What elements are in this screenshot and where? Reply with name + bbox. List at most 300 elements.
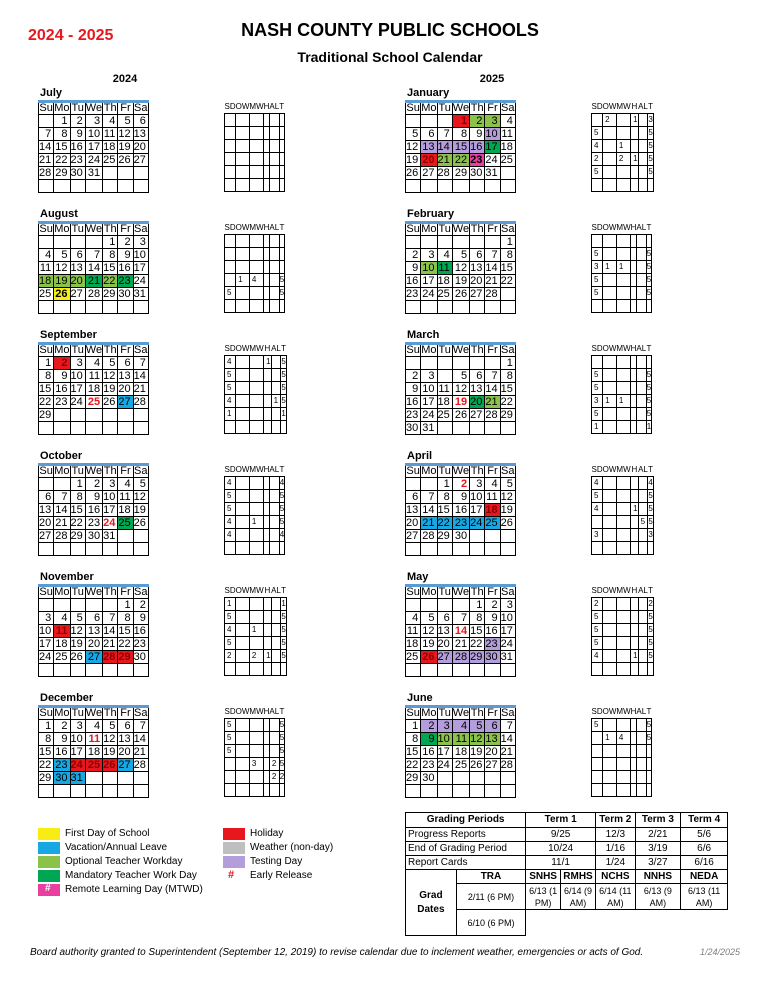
school-name: NCHS <box>596 870 636 884</box>
week-row <box>39 733 149 746</box>
day-cell: 15 <box>118 625 133 638</box>
day-cell: 27 <box>70 288 85 301</box>
count-cell <box>271 623 281 636</box>
week-row <box>406 409 516 422</box>
legend-label: Mandatory Teacher Work Day <box>65 870 197 881</box>
month-name: April <box>407 450 433 462</box>
hash-symbol: # <box>228 869 235 881</box>
count-cell <box>638 476 648 489</box>
count-row <box>225 744 285 757</box>
count-cell: 5 <box>648 612 653 621</box>
count-header: H <box>631 585 638 595</box>
swatch-first-day <box>38 828 60 840</box>
grad-date-extra: 6/10 (6 PM) <box>456 910 525 936</box>
count-cell <box>236 783 250 796</box>
count-cell: 4 <box>592 649 603 662</box>
day-cell: 22 <box>470 638 485 651</box>
day-cell: 20 <box>133 141 148 154</box>
day-cell <box>406 543 421 556</box>
count-cell <box>592 178 603 191</box>
day-cell <box>118 180 133 193</box>
count-cell <box>249 247 263 260</box>
count-cell: 5 <box>638 515 648 528</box>
day-cell <box>118 772 133 785</box>
count-cell <box>269 260 279 273</box>
day-cell: 25 <box>118 517 133 530</box>
day-cell: 28 <box>85 288 102 301</box>
weekday-header: Th <box>470 102 484 114</box>
day-cell: 30 <box>470 167 485 180</box>
legend-label: Remote Learning Day (MTWD) <box>65 884 203 895</box>
day-cell: 6 <box>485 720 500 733</box>
day-cell: 4 <box>85 357 102 370</box>
count-cell <box>616 636 630 649</box>
count-cell <box>616 178 630 191</box>
count-cell: 1 <box>631 113 638 126</box>
weekday-header: Fr <box>485 586 500 599</box>
week-row <box>406 543 516 556</box>
count-cell: 4 <box>648 478 653 487</box>
count-header: MW <box>249 585 264 595</box>
week-row <box>406 772 516 785</box>
day-cell <box>485 785 500 798</box>
count-row <box>225 113 285 126</box>
count-cell: 5 <box>279 733 285 742</box>
day-cell: 13 <box>437 625 452 638</box>
day-cell: 13 <box>406 504 421 517</box>
count-row <box>225 597 287 610</box>
day-cell: 20 <box>118 383 133 396</box>
day-cell: 24 <box>103 517 118 530</box>
day-cell <box>437 357 452 370</box>
day-cell: 15 <box>437 504 452 517</box>
day-cell: 12 <box>133 491 148 504</box>
count-cell: 5 <box>592 368 603 381</box>
count-cell <box>603 299 617 312</box>
count-row <box>592 394 652 407</box>
day-cell: 26 <box>500 517 515 530</box>
count-cell <box>236 502 250 515</box>
count-row <box>225 783 285 796</box>
weekday-header: Th <box>103 707 117 719</box>
count-cell <box>249 126 263 139</box>
count-cell <box>225 178 236 191</box>
count-cell: 2 <box>279 772 285 781</box>
week-row <box>406 180 516 193</box>
day-cell: 12 <box>103 733 118 746</box>
count-row <box>225 649 287 662</box>
day-cell: 15 <box>54 141 70 154</box>
swatch-optional <box>38 856 60 868</box>
count-cell <box>636 731 646 744</box>
day-cell <box>70 301 85 314</box>
count-row <box>225 515 285 528</box>
count-cell <box>236 260 250 273</box>
count-cell <box>249 394 263 407</box>
count-header: H <box>263 222 270 232</box>
count-cell <box>279 152 284 165</box>
count-row <box>225 718 285 731</box>
count-cell <box>271 636 281 649</box>
weekday-header: Sa <box>133 102 148 114</box>
week-row <box>39 664 149 677</box>
count-header: AL <box>271 343 281 353</box>
day-cell: 21 <box>85 275 102 288</box>
term-header: Term 3 <box>635 813 680 828</box>
count-cell: 5 <box>648 167 653 176</box>
count-cell <box>249 610 263 623</box>
day-cell: 17 <box>437 746 452 759</box>
day-cell <box>437 236 452 249</box>
day-cell: 16 <box>54 746 70 759</box>
count-cell: 4 <box>279 478 285 487</box>
day-cell <box>39 664 54 677</box>
day-cell: 9 <box>70 128 85 141</box>
count-cell <box>616 407 630 420</box>
count-cell <box>236 139 250 152</box>
day-cell: 5 <box>70 612 85 625</box>
day-cell <box>485 180 500 193</box>
day-cell: 7 <box>54 491 70 504</box>
weekday-header: Mo <box>54 102 70 114</box>
week-row <box>39 478 149 491</box>
count-header: OW <box>602 222 617 232</box>
count-header: SD <box>591 464 603 474</box>
weekday-header: Sa <box>133 223 148 235</box>
count-cell <box>646 757 651 770</box>
day-cell: 3 <box>70 720 85 733</box>
day-cell: 5 <box>103 357 118 370</box>
day-cell: 20 <box>470 396 485 409</box>
day-cell: 14 <box>485 383 500 396</box>
weekday-header: Tu <box>71 102 84 114</box>
count-cell: 1 <box>616 139 630 152</box>
count-cell <box>236 528 250 541</box>
day-cell: 28 <box>133 759 148 772</box>
count-row <box>592 476 654 489</box>
day-cell: 14 <box>437 141 452 154</box>
count-cell <box>638 597 648 610</box>
day-cell: 16 <box>470 141 485 154</box>
day-cell: 8 <box>406 733 421 746</box>
count-cell <box>616 541 630 554</box>
day-cell <box>85 664 102 677</box>
count-row <box>592 610 654 623</box>
day-cell: 11 <box>437 383 452 396</box>
day-cell <box>85 236 102 249</box>
weekday-header: Fr <box>118 102 133 115</box>
count-header: H <box>263 101 270 111</box>
day-cell: 3 <box>421 370 437 383</box>
month-days-grid <box>38 463 149 556</box>
week-row <box>406 478 516 491</box>
day-cell: 23 <box>70 154 85 167</box>
count-cell <box>236 770 250 783</box>
day-cell: 24 <box>39 651 54 664</box>
grad-dates-label: Grad Dates <box>406 870 457 936</box>
weekday-header: Sa <box>133 707 148 719</box>
day-cell <box>485 236 500 249</box>
day-cell: 29 <box>406 772 421 785</box>
day-cell: 19 <box>470 746 485 759</box>
day-cell: 17 <box>39 638 54 651</box>
day-cell <box>485 543 500 556</box>
count-cell <box>264 597 271 610</box>
count-cell <box>249 476 263 489</box>
grading-periods-table <box>405 812 768 936</box>
day-cell: 10 <box>103 491 118 504</box>
count-cell <box>603 649 617 662</box>
count-row <box>225 757 285 770</box>
day-cell: 25 <box>85 396 102 409</box>
day-cell: 19 <box>421 638 437 651</box>
day-cell <box>133 167 148 180</box>
weekday-header: Sa <box>500 102 515 114</box>
day-cell <box>437 664 452 677</box>
count-header: SD <box>591 343 603 353</box>
day-cell: 28 <box>39 167 54 180</box>
week-row <box>406 664 516 677</box>
count-cell <box>603 623 617 636</box>
day-cell: 14 <box>85 262 102 275</box>
count-cell <box>638 178 648 191</box>
day-cell: 23 <box>133 638 148 651</box>
count-cell <box>603 662 617 675</box>
count-cell: 4 <box>225 394 236 407</box>
weekday-header: Fr <box>118 344 133 357</box>
day-cell: 21 <box>421 517 437 530</box>
day-cell: 15 <box>39 746 54 759</box>
day-cell <box>406 180 421 193</box>
day-cell: 1 <box>500 357 515 370</box>
count-row <box>225 126 285 139</box>
weekday-header: Sa <box>500 223 515 235</box>
day-cell: 24 <box>421 288 437 301</box>
count-cell <box>249 770 263 783</box>
count-cell <box>646 299 651 312</box>
count-cell <box>616 165 630 178</box>
count-cell: 1 <box>631 152 638 165</box>
term-header: Term 2 <box>596 813 636 828</box>
day-cell: 12 <box>70 625 85 638</box>
day-cell: 2 <box>485 599 500 612</box>
count-cell <box>225 247 236 260</box>
count-cell <box>636 783 646 796</box>
day-cell: 21 <box>500 746 515 759</box>
day-cell <box>118 409 133 422</box>
page-subtitle: Traditional School Calendar <box>297 49 483 65</box>
day-cell <box>470 301 485 314</box>
count-cell <box>603 420 617 433</box>
count-cell: 5 <box>225 744 236 757</box>
count-cell <box>616 623 630 636</box>
day-cell: 25 <box>85 759 102 772</box>
day-cell: 11 <box>85 370 102 383</box>
count-cell <box>631 662 638 675</box>
day-cell <box>421 236 437 249</box>
count-cell: 4 <box>616 731 630 744</box>
day-cell: 13 <box>70 262 85 275</box>
count-cell <box>279 139 284 152</box>
count-cell <box>616 368 630 381</box>
count-cell: 4 <box>592 476 603 489</box>
week-row <box>39 357 149 370</box>
count-row <box>225 273 285 286</box>
weekday-header: Fr <box>485 102 500 115</box>
count-cell <box>269 299 279 312</box>
day-cell: 3 <box>85 115 102 128</box>
count-cell <box>269 744 279 757</box>
count-row <box>225 299 285 312</box>
cell: 3/19 <box>635 842 680 856</box>
count-cell <box>631 476 638 489</box>
count-row <box>592 649 654 662</box>
count-cell: 4 <box>225 528 236 541</box>
count-cell <box>249 783 263 796</box>
day-cell: 13 <box>118 370 133 383</box>
day-cell: 10 <box>421 262 437 275</box>
count-cell <box>236 731 250 744</box>
count-cell <box>269 273 279 286</box>
count-cell <box>636 420 646 433</box>
day-cell: 6 <box>421 128 437 141</box>
count-cell: 5 <box>225 489 236 502</box>
day-cell: 23 <box>118 275 133 288</box>
count-cell <box>249 355 263 368</box>
day-cell: 14 <box>39 141 54 154</box>
day-cell: 1 <box>103 236 118 249</box>
count-cell: 1 <box>249 515 263 528</box>
count-cell <box>592 113 603 126</box>
day-cell <box>133 180 148 193</box>
count-cell: 5 <box>592 623 603 636</box>
day-cell: 31 <box>70 772 85 785</box>
day-cell: 22 <box>39 396 54 409</box>
day-counts-grid <box>591 463 654 555</box>
day-cell: 30 <box>54 772 70 785</box>
day-cell: 30 <box>70 167 85 180</box>
count-header: AL <box>636 706 647 716</box>
count-cell <box>603 273 617 286</box>
day-cell: 27 <box>39 530 54 543</box>
count-header: H <box>631 101 638 111</box>
count-header: H <box>263 706 270 716</box>
count-cell <box>638 126 648 139</box>
day-cell: 6 <box>470 370 485 383</box>
day-cell: 5 <box>133 478 148 491</box>
month-days-grid <box>38 584 149 677</box>
week-row <box>406 517 516 530</box>
weekday-header: Fr <box>118 465 133 478</box>
day-cell <box>421 785 437 798</box>
swatch-testing <box>223 856 245 868</box>
count-row <box>592 623 654 636</box>
count-cell: 1 <box>603 394 617 407</box>
count-cell <box>636 407 646 420</box>
day-cell <box>133 422 148 435</box>
count-cell <box>638 489 648 502</box>
weekday-header: We <box>452 707 470 719</box>
count-cell <box>236 610 250 623</box>
count-cell <box>249 368 263 381</box>
day-cell <box>133 543 148 556</box>
count-cell <box>271 610 281 623</box>
month-days-grid <box>405 705 516 798</box>
month-name: March <box>407 329 440 341</box>
day-cell <box>39 301 54 314</box>
day-cell: 29 <box>452 167 469 180</box>
count-cell <box>638 152 648 165</box>
weekday-header: Mo <box>54 465 70 477</box>
day-cell: 22 <box>118 638 133 651</box>
count-cell: 5 <box>648 128 653 137</box>
count-row <box>225 420 287 433</box>
weekday-header: We <box>85 465 103 477</box>
count-cell <box>269 286 279 299</box>
day-cell <box>39 785 54 798</box>
day-cell: 30 <box>118 288 133 301</box>
count-row <box>225 407 287 420</box>
weekday-header: Fr <box>485 707 500 720</box>
day-cell: 30 <box>85 530 102 543</box>
weekday-header: Sa <box>133 344 148 356</box>
count-cell: 4 <box>592 502 603 515</box>
count-cell <box>236 597 250 610</box>
weekday-header: We <box>85 223 103 235</box>
day-cell <box>54 409 70 422</box>
count-cell: 2 <box>592 597 603 610</box>
day-cell: 3 <box>437 720 452 733</box>
day-cell: 26 <box>406 167 421 180</box>
day-cell: 9 <box>118 249 133 262</box>
count-cell <box>236 649 250 662</box>
day-cell: 4 <box>118 478 133 491</box>
weekday-header: Sa <box>133 465 148 477</box>
count-header: OW <box>235 706 250 716</box>
day-cell: 21 <box>39 154 54 167</box>
month-days-grid <box>405 342 516 435</box>
cell: 5/6 <box>681 828 728 842</box>
count-cell <box>603 139 617 152</box>
count-cell: 5 <box>646 396 652 405</box>
count-row <box>592 407 652 420</box>
count-cell <box>225 783 236 796</box>
count-cell <box>603 744 617 757</box>
count-header: AL <box>269 706 280 716</box>
count-cell <box>225 770 236 783</box>
day-counts-grid <box>591 221 652 313</box>
day-cell: 14 <box>103 625 118 638</box>
weekday-header: Tu <box>438 223 451 235</box>
day-cell <box>452 357 469 370</box>
day-cell <box>437 543 452 556</box>
day-cell: 12 <box>103 370 118 383</box>
day-cell <box>470 543 485 556</box>
day-cell <box>103 785 118 798</box>
day-cell: 9 <box>452 491 469 504</box>
count-cell <box>271 355 281 368</box>
day-cell: 29 <box>103 288 118 301</box>
day-cell <box>500 301 515 314</box>
day-cell: 6 <box>133 115 148 128</box>
week-row <box>39 759 149 772</box>
day-cell <box>39 422 54 435</box>
day-cell: 23 <box>485 638 500 651</box>
count-cell <box>638 113 648 126</box>
count-row <box>592 355 652 368</box>
count-cell <box>648 662 653 675</box>
day-cell: 4 <box>500 115 515 128</box>
